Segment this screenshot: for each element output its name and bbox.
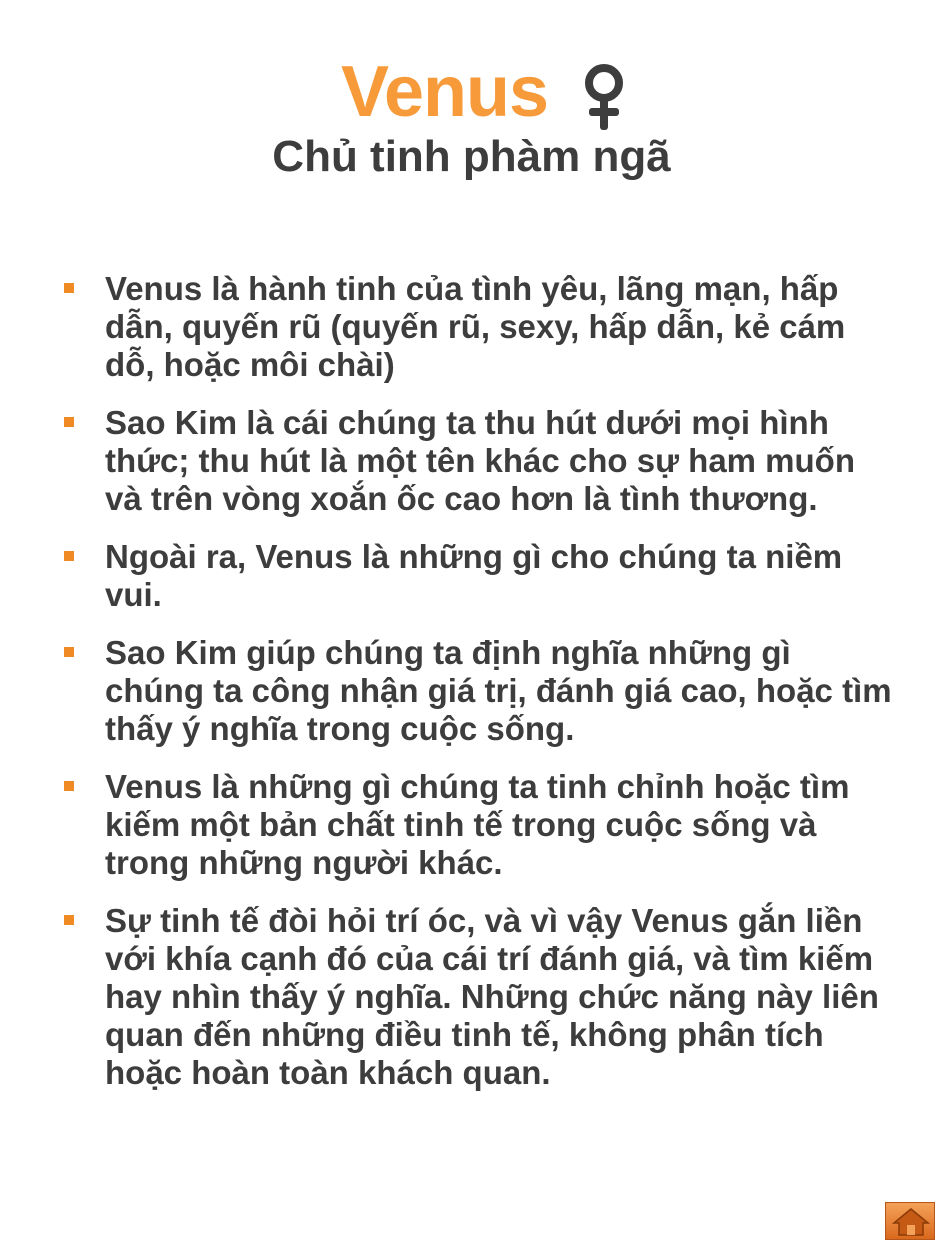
bullet-marker-icon (64, 551, 74, 561)
title-row (0, 52, 937, 132)
venus-symbol-icon (582, 63, 626, 133)
page-subtitle (0, 130, 937, 184)
bullet-text: Sao Kim là cái chúng ta thu hút dưới mọi hình thức; thu hút là một tên khác cho sự ham muốn và trên vòng xoắn ốc cao hơn là tình thương. (105, 404, 855, 517)
bullet-marker-icon (64, 283, 74, 293)
list-item (0, 538, 937, 614)
bullet-list (0, 270, 937, 1112)
subtitle-text: Chủ tinh phàm ngã (272, 132, 671, 181)
bullet-text: Sự tinh tế đòi hỏi trí óc, và vì vậy Venus gắn liền với khía cạnh đó của cái trí đánh giá, và tìm kiếm hay nhìn thấy ý nghĩa. Những chức năng này liên quan đến những điều tinh tế, không phân tích hoặc hoàn toàn khách quan. (105, 902, 879, 1091)
list-item (0, 902, 937, 1092)
list-item (0, 634, 937, 748)
list-item (0, 768, 937, 882)
page-title: Venus (340, 52, 549, 132)
bullet-marker-icon (64, 915, 74, 925)
home-icon (892, 1207, 930, 1237)
bullet-marker-icon (64, 417, 74, 427)
title-wrap (341, 52, 626, 132)
bullet-text: Ngoài ra, Venus là những gì cho chúng ta niềm vui. (105, 538, 843, 613)
bullet-text: Venus là những gì chúng ta tinh chỉnh hoặc tìm kiếm một bản chất tinh tế trong cuộc sống và trong những người khác. (105, 768, 850, 881)
list-item (0, 270, 937, 384)
list-item (0, 404, 937, 518)
bullet-marker-icon (64, 781, 74, 791)
bullet-text: Venus là hành tinh của tình yêu, lãng mạn, hấp dẫn, quyến rũ (quyến rũ, sexy, hấp dẫn, kẻ cám dỗ, hoặc môi chài) (105, 270, 846, 383)
home-button[interactable] (885, 1202, 935, 1240)
bullet-marker-icon (64, 647, 74, 657)
bullet-text: Sao Kim giúp chúng ta định nghĩa những gì chúng ta công nhận giá trị, đánh giá cao, hoặc tìm thấy ý nghĩa trong cuộc sống. (105, 634, 892, 747)
